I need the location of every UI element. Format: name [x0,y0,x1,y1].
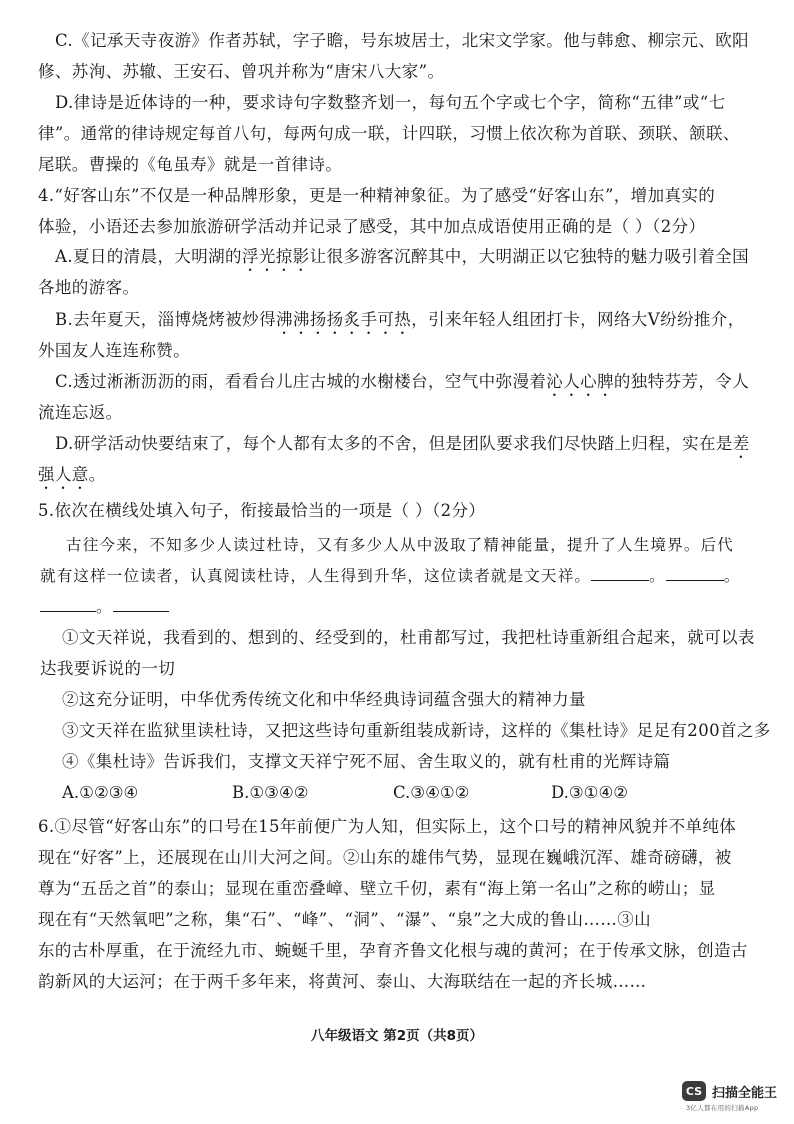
option-b-idiom: 沸沸扬扬炙手可热 [275,310,412,329]
sentence-4: ④《集杜诗》告诉我们，支撑文天祥宁死不屈、舍生取义的，就有杜甫的光辉诗篇 [62,752,671,771]
question-5-option-a: A.①②③④ [62,783,139,802]
option-a-idiom: 浮光掠影 [241,247,310,266]
question-5-option-b: B.①③④② [232,783,309,802]
fill-blank-1 [591,566,649,581]
option-d-line-3: 尾联。曹操的《龟虽寿》就是一首律诗。 [38,155,343,174]
option-b-text-pre: B.去年夏天，淄博烧烤被炒得 [55,310,276,329]
sentence-2: ②这充分证明，中华优秀传统文化和中华经典诗词蕴含强大的精神力量 [62,690,586,709]
question-4-option-d-line-2 [38,464,106,493]
question-4-stem-line-2: 体验，小语还去参加旅游研学活动并记录了感受，其中加点成语使用正确的是（ ）（2分） [38,217,706,236]
page-footer: 八年级语文 第2页（共8页） [311,1028,483,1044]
option-c-text-pre: C.透过淅淅沥沥的雨，看看台儿庄古城的水榭楼台，空气中弥漫着 [55,372,547,391]
question-4-option-d-line-1 [55,433,750,462]
sentence-3: ③文天祥在监狱里读杜诗，又把这些诗句重新组装成新诗，这样的《集杜诗》足足有200首之多 [62,721,771,740]
option-d-line-2: 律”。通常的律诗规定每首八句，每两句成一联，计四联，习惯上依次称为首联、颈联、颔联、 [38,124,740,143]
blank-separator: 。 [649,567,666,585]
question-4-option-c-line-2: 流连忘返。 [38,403,123,422]
sentence-1-line-2: 达我要诉说的一切 [40,659,176,678]
scanner-watermark [682,1081,777,1101]
question-4-option-c-line-1 [55,371,749,400]
question-4-option-a-line-2: 各地的游客。 [38,278,140,297]
fill-blank-3 [40,597,96,612]
question-4-option-b-line-2: 外国友人连连称赞。 [38,341,191,360]
passage-text: 就有这样一位读者，认真阅读杜诗，人生得到升华，这位读者就是文天祥。 [40,567,592,585]
question-5-passage-line-1: 古往今来，不知多少人读过杜诗，又有多少人从中汲取了精神能量，提升了人生境界。后代 [66,536,735,554]
question-6-line-6: 韵新风的大运河；在于两千多年来，将黄河、泰山、大海联结在一起的齐长城…… [38,972,647,991]
option-a-text-pre: A.夏日的清晨，大明湖的 [55,247,242,266]
option-c-line-2: 修、苏洵、苏辙、王安石、曾巩并称为“唐宋八大家”。 [38,62,445,81]
option-d-text-end: 。 [88,465,106,484]
fill-blank-4 [113,597,169,612]
camscanner-logo-icon: CS [682,1081,706,1101]
sentence-1-line-1: ①文天祥说，我看到的、想到的、经受到的，杜甫都写过，我把杜诗重新组合起来，就可以表 [62,628,755,647]
option-b-text-post: ，引来年轻人组团打卡，网络大V纷纷推介， [411,310,745,329]
option-a-text-post: 让很多游客沉醉其中，大明湖正以它独特的魅力吸引着全国 [309,247,749,266]
option-c-line-1: C.《记承天寺夜游》作者苏轼，字子瞻，号东坡居士，北宋文学家。他与韩愈、柳宗元、欧阳 [55,31,750,50]
question-6-line-1: 6.①尽管“好客山东”的口号在15年前便广为人知，但实际上，这个口号的精神风貌并不单纯体 [38,817,737,836]
scanner-tagline: 3亿人都在用的扫描App [686,1104,759,1112]
option-c-text-post: 的独特芬芳，令人 [613,372,750,391]
blank-separator: 。 [723,567,741,585]
question-5-option-c: C.③④①② [393,783,470,802]
question-6-line-4: 现在有“天然氧吧”之称，集“石”、“峰”、“洞”、“瀑”、“泉”之大成的鲁山……③山 [38,910,652,929]
blank-separator: 。 [96,598,113,616]
question-4-stem-line-1: 4.“好客山东”不仅是一种品牌形象，更是一种精神象征。为了感受“好客山东”，增加真实的 [38,186,716,205]
question-5-option-d: D.③①④② [551,783,629,802]
option-c-idiom: 沁人心脾 [546,372,614,391]
question-4-option-b-line-1 [55,309,745,338]
option-d-idiom-part-2: 强人意 [38,465,89,484]
question-6-line-3: 尊为“五岳之首”的泰山；显现在重峦叠嶂、壁立千仞，素有“海上第一名山”之称的崂山；显 [38,879,716,898]
fill-blank-2 [666,566,724,581]
option-d-text-pre: D.研学活动快要结束了，每个人都有太多的不舍，但是团队要求我们尽快踏上归程，实在是 [55,434,733,453]
question-5-stem: 5.依次在横线处填入句子，衔接最恰当的一项是（ ）（2分） [38,501,486,520]
question-5-passage-line-2 [40,565,741,587]
question-5-passage-line-3 [40,596,169,618]
option-d-line-1: D.律诗是近体诗的一种，要求诗句字数整齐划一，每句五个字或七个字，简称“五律”或“七 [55,93,726,112]
option-d-idiom-part-1: 差 [732,434,750,453]
question-6-line-5: 东的古朴厚重，在于流经九市、蜿蜒千里，孕育齐鲁文化根与魂的黄河；在于传承文脉，创造古 [38,941,748,960]
question-6-line-2: 现在“好客”上，还展现在山川大河之间。②山东的雄伟气势，显现在巍峨沉浑、雄奇磅礴，被 [38,848,732,867]
scanner-app-name: 扫描全能王 [712,1085,778,1101]
question-4-option-a-line-1 [55,246,749,275]
